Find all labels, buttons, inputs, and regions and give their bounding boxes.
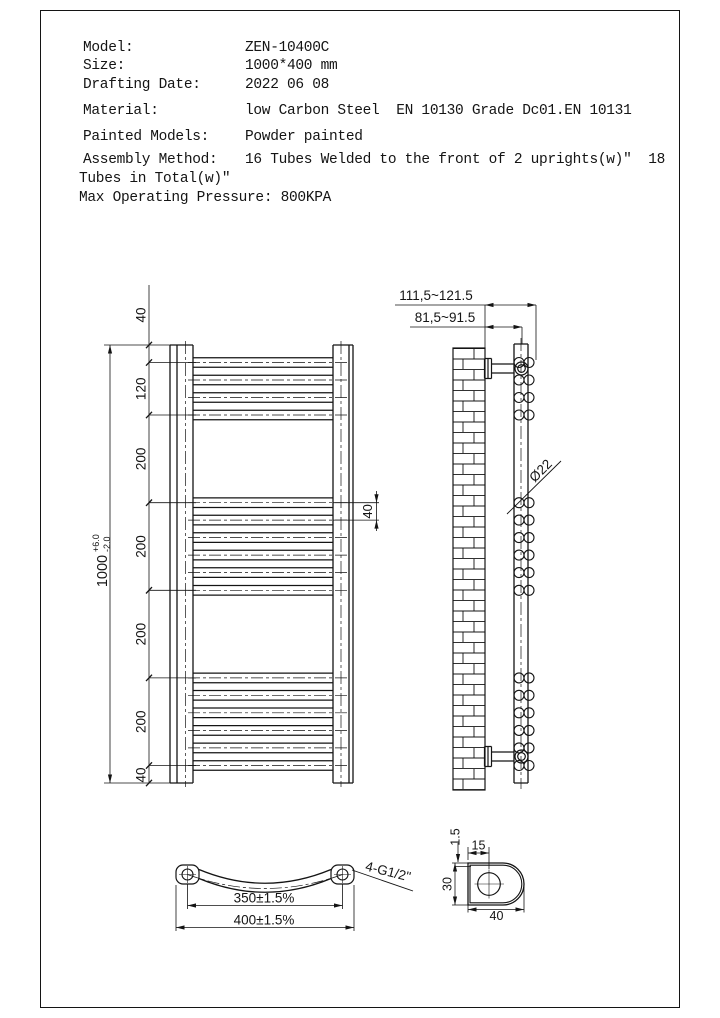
dim-tolerance-plus: +6.0 — [91, 534, 101, 552]
spec-label-model: Model: — [83, 40, 134, 56]
tube-end-circle — [514, 515, 524, 525]
tube-bow-circle — [524, 725, 534, 735]
dim-connections: 4-G1/2" — [363, 858, 413, 885]
tube-bow-circle — [524, 585, 534, 595]
spec-assembly-continuation: Tubes in Total(w)" — [79, 171, 231, 187]
tube-bow-circle — [524, 568, 534, 578]
side-upright — [514, 338, 528, 789]
spec-value-size: 1000*400 mm — [245, 58, 338, 74]
dim-segment-200-c: 200 — [133, 622, 149, 646]
side-bracket-top — [485, 359, 529, 379]
bottom-curved-tube — [188, 870, 343, 893]
tube-bow-circle — [524, 375, 534, 385]
spec-label-date: Drafting Date: — [83, 77, 201, 93]
dim-wall-to-front: 111,5~121.5 — [399, 288, 473, 303]
tube-end-circle — [514, 673, 524, 683]
tube-end-circle — [514, 708, 524, 718]
front-tubes — [188, 358, 348, 771]
dim-segment-200-b: 200 — [133, 535, 149, 558]
tube-end-circle — [514, 550, 524, 560]
front-right-upright — [333, 341, 353, 787]
spec-value-assembly: 16 Tubes Welded to the front of 2 uprights(w)" 18 — [245, 152, 666, 168]
tube-bow-circle — [524, 393, 534, 403]
wall-section — [453, 348, 485, 790]
tube-bow-circle — [524, 690, 534, 700]
tube-bow-circle — [524, 410, 534, 420]
dim-hole-offset: 15 — [471, 838, 486, 853]
dim-hole-spacing: 350±1.5% — [233, 890, 295, 906]
tube-end-circle — [514, 568, 524, 578]
spec-value-date: 2022 06 08 — [245, 77, 330, 93]
dim-segment-bottom-40: 40 — [133, 767, 149, 783]
tube-end-circle — [514, 743, 524, 753]
dim-overall-width: 400±1.5% — [233, 912, 295, 928]
tube-bow-circle — [524, 498, 534, 508]
spec-label-assembly: Assembly Method: — [83, 152, 218, 168]
dim-profile-width: 40 — [489, 909, 504, 923]
tube-bow-circle — [524, 673, 534, 683]
bottom-view-texts — [234, 859, 413, 928]
tube-end-circle — [514, 393, 524, 403]
section-view — [452, 843, 524, 913]
side-view — [395, 303, 561, 790]
tube-bow-circle — [524, 550, 534, 560]
tube-bow-circle — [524, 533, 534, 543]
dim-segment-120: 120 — [133, 377, 149, 401]
tube-bow-circle — [524, 708, 534, 718]
front-dim-chain — [146, 285, 196, 786]
dim-segment-200-d: 200 — [133, 710, 149, 733]
spec-value-material: low Carbon Steel EN 10130 Grade Dc01.EN 10131 — [245, 103, 632, 119]
dim-overall-height — [91, 534, 112, 587]
tube-end-circle — [514, 585, 524, 595]
spec-label-size: Size: — [83, 58, 126, 74]
tube-end-circle — [514, 533, 524, 543]
side-tube-ends — [514, 358, 534, 771]
tube-end-circle — [514, 410, 524, 420]
dim-segment-top-40: 40 — [133, 307, 149, 323]
front-left-upright — [170, 341, 193, 787]
tube-bow-circle — [524, 515, 534, 525]
tube-bow-circle — [524, 358, 534, 368]
dim-wall-to-center: 81,5~91.5 — [414, 310, 476, 325]
section-hole — [475, 870, 505, 899]
dim-profile-depth: 30 — [440, 877, 455, 891]
tube-end-circle — [514, 690, 524, 700]
dim-segment-200-a: 200 — [133, 447, 149, 471]
spec-max-pressure: Max Operating Pressure: 800KPA — [79, 190, 332, 206]
tube-end-circle — [514, 725, 524, 735]
front-dim-extlines — [149, 363, 196, 766]
spec-value-painted: Powder painted — [245, 129, 363, 145]
spec-label-painted: Painted Models: — [83, 129, 210, 145]
dim-overall-height-value: 1000 — [95, 554, 111, 588]
side-bracket-bottom — [485, 747, 529, 767]
spec-label-material: Material: — [83, 103, 159, 119]
dim-tolerance-minus: -2.0 — [102, 536, 112, 552]
tube-end-circle — [514, 375, 524, 385]
dim-wall-thickness: 1.5 — [448, 828, 463, 846]
spec-value-model: ZEN-10400C — [245, 40, 330, 56]
dim-tube-pitch: 40 — [360, 504, 376, 519]
dim-tube-diameter: Ø22 — [526, 456, 555, 485]
